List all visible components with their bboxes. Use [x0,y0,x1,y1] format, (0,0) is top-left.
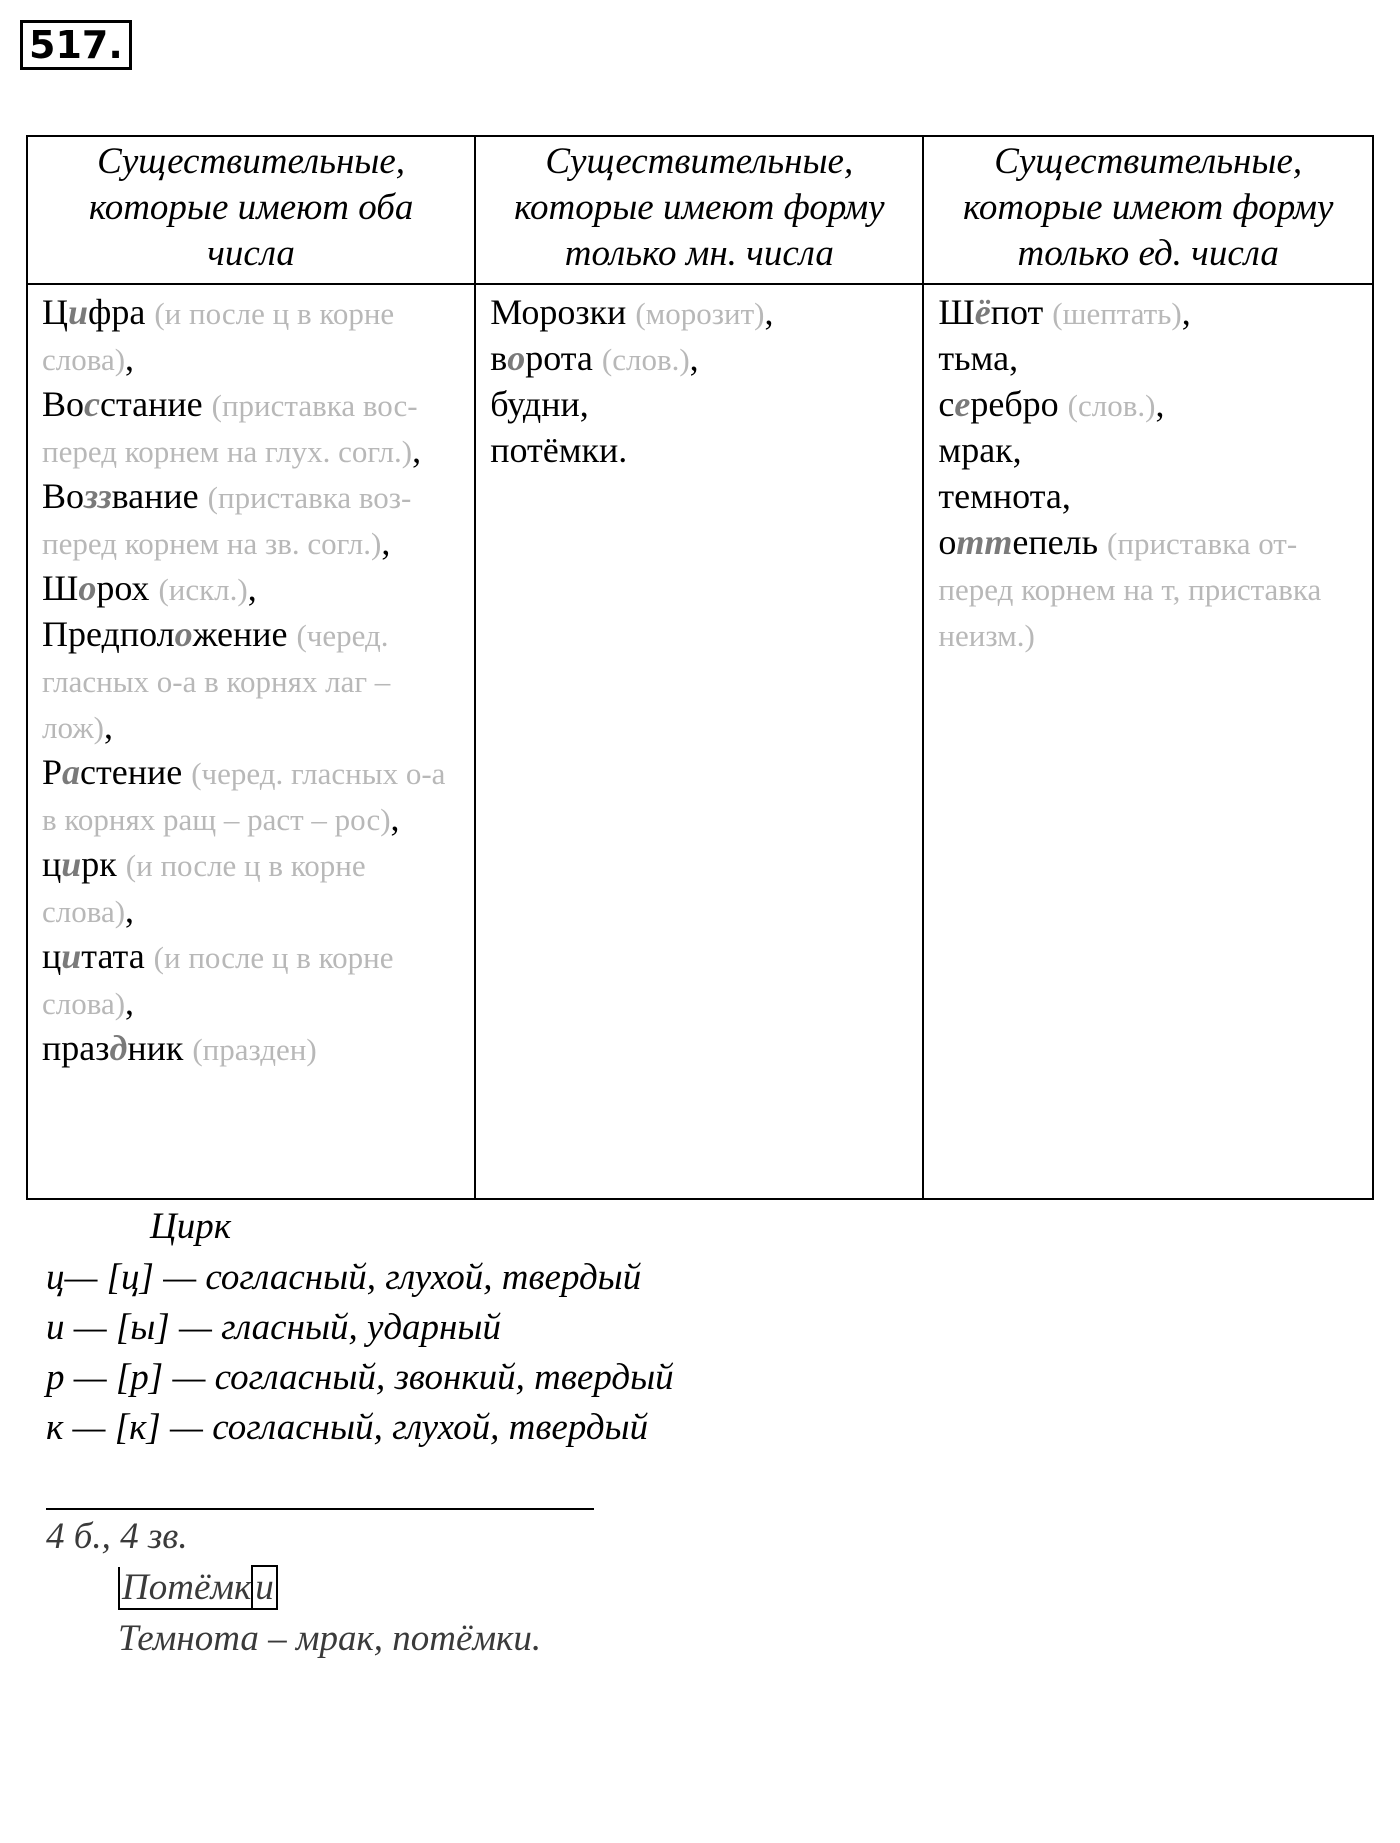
highlighted-letter: д [109,1028,128,1068]
highlighted-letter: а [62,752,81,792]
word-part: , [764,292,774,332]
phonetic-line: р — [р] — согласный, звонкий, твердый [46,1357,674,1398]
word-part: , [1155,384,1165,424]
word-part: пот [990,292,1044,332]
word-entry [42,473,460,565]
word-entry [490,335,908,381]
exercise-number: 517. [20,20,132,70]
highlighted-letter: и [61,936,82,976]
word-part: о [938,522,957,562]
word-part: фра [88,292,146,332]
highlighted-letter: зз [84,476,112,516]
word-entry [490,289,908,335]
divider-line [46,1508,594,1510]
word-entry [42,289,460,381]
word-part: Предпол [42,614,175,654]
highlighted-letter: о [78,568,97,608]
spelling-note: (морозит) [635,296,765,331]
word-entry [42,565,460,611]
word-part: Ш [42,568,79,608]
morpheme-word [118,1566,278,1609]
word-part: , [125,982,135,1022]
word-entry [938,427,1358,473]
spelling-note: (слов.) [1067,388,1156,423]
word-part: ки [589,292,627,332]
spelling-note: (черед. гласных о-а в корнях ращ – раст – рос) [42,756,446,837]
noun-number-table [26,135,1374,1200]
word-entry [42,611,460,749]
header-line: только мн. числа [564,233,834,274]
word-part: Ц [42,292,68,332]
column-singular-only [923,284,1373,1199]
word-part: Во [42,384,85,424]
spelling-note: (приставка воз- перед корнем на зв. согл.) [42,480,412,561]
word-part: ц [42,936,62,976]
highlighted-letter: о [507,338,526,378]
phonetic-line: к — [к] — согласный, глухой, твердый [46,1407,649,1448]
header-line: которые имеют форму [962,187,1334,228]
header-line: Существительные, [97,141,406,182]
word-part: будни, [490,384,589,424]
word-part: рох [96,568,150,608]
word-entry [42,933,460,1025]
word-part: Мороз [490,292,590,332]
word-part: вание [111,476,199,516]
word-part: мрак, [938,430,1022,470]
header-both-numbers [27,136,475,284]
word-part: в [490,338,508,378]
spelling-note: (и после ц в корне слова) [42,848,366,929]
word-entry [938,519,1358,657]
header-line: которые имеют форму [514,187,885,228]
word-part: Ш [938,292,975,332]
highlighted-letter: и [61,844,82,884]
table-body-row [27,284,1373,1199]
phonetic-word: Цирк [150,1206,232,1247]
synonym-sentence: Темнота – мрак, потёмки. [118,1618,542,1659]
word-entry [42,841,460,933]
highlighted-letter: о [174,614,193,654]
word-entry [938,289,1358,335]
highlighted-letter: е [954,384,971,424]
spelling-note: (и после ц в корне слова) [42,940,394,1021]
word-part: , [1181,292,1191,332]
word-stem: Потёмк [118,1567,251,1610]
word-part: потёмки. [490,430,628,470]
word-part: , [390,798,400,838]
word-entry [938,381,1358,427]
spelling-note: (празден) [192,1032,317,1067]
header-plural-only [475,136,923,284]
spelling-note: (искл.) [158,572,248,607]
highlighted-letter: с [84,384,100,424]
spelling-note: (черед. гласных о-а в корнях лаг – лож) [42,618,391,745]
word-entry [42,1025,460,1071]
word-entry [938,473,1358,519]
phonetic-line: и — [ы] — гласный, ударный [46,1307,501,1348]
word-part: рота [525,338,593,378]
header-line: только ед. числа [1017,233,1279,274]
word-part: , [247,568,257,608]
word-part: , [125,338,135,378]
word-ending: и [251,1565,278,1610]
word-part: , [689,338,699,378]
highlighted-letter: тт [956,522,1013,562]
spelling-note: (приставка от- перед корнем на т, приставка неизм.) [938,526,1322,653]
word-part: тьма, [938,338,1019,378]
spelling-note: (и после ц в корне слова) [42,296,395,377]
spelling-note: (шептать) [1052,296,1182,331]
word-part: ц [42,844,62,884]
word-part: , [381,522,391,562]
spelling-note: (слов.) [601,342,690,377]
word-part: , [103,706,113,746]
word-part: жение [192,614,288,654]
header-line: которые имеют оба [88,187,414,228]
word-part: темнота, [938,476,1071,516]
word-entry [42,749,460,841]
highlighted-letter: и [68,292,89,332]
header-line: Существительные, [994,141,1303,182]
header-singular-only [923,136,1373,284]
table-header-row [27,136,1373,284]
word-part: , [125,890,135,930]
column-plural-only [475,284,923,1199]
word-entry [490,381,908,427]
highlighted-letter: ё [974,292,991,332]
sound-letter-count: 4 б., 4 зв. [46,1516,188,1557]
word-entry [42,381,460,473]
word-part: стание [100,384,203,424]
word-part: с [938,384,955,424]
phonetic-line: ц— [ц] — согласный, глухой, твердый [46,1257,642,1298]
word-part: тата [81,936,145,976]
word-part: ник [127,1028,184,1068]
word-part: праз [42,1028,110,1068]
header-line: числа [207,233,295,274]
word-part: рк [81,844,117,884]
word-entry [938,335,1358,381]
spelling-note: (приставка вос- перед корнем на глух. согл.) [42,388,418,469]
word-part: епель [1012,522,1099,562]
header-line: Существительные, [545,141,854,182]
word-part: Во [42,476,85,516]
column-both-numbers [27,284,475,1199]
word-entry [490,427,908,473]
word-part: стение [80,752,183,792]
word-part: ребро [970,384,1059,424]
word-part: Р [42,752,63,792]
word-part: , [412,430,422,470]
